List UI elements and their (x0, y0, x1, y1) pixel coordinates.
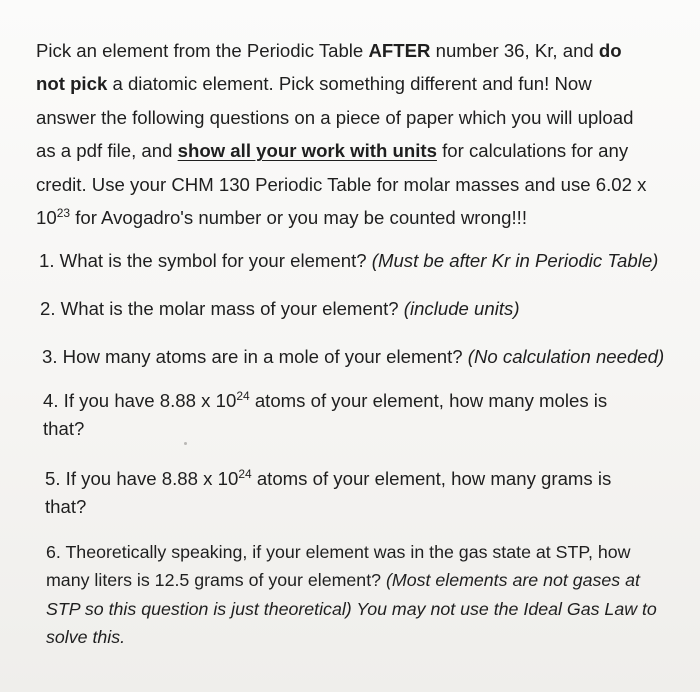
question-hint: (Must be after Kr in Periodic Table) (371, 250, 659, 271)
instructions-text: answer the following questions on a piece of paper which you will upload (36, 106, 634, 128)
instructions-text: credit. Use your CHM 130 Periodic Table for molar masses and use 6.02 x (36, 173, 647, 195)
instructions-emphasis: do (598, 40, 622, 61)
question-text: 6. Theoretically speaking, if your element was in the gas state at STP, how (46, 542, 631, 562)
question-text: 4. If you have 8.88 x 10 (43, 390, 237, 411)
instructions-text: as a pdf file, and (36, 140, 178, 162)
instructions-line-5 (36, 168, 700, 201)
instructions-emphasis: AFTER (368, 40, 431, 61)
paper-speck (184, 442, 187, 445)
question-6 (46, 538, 657, 652)
exponent: 24 (236, 389, 250, 403)
instructions-line-2 (36, 67, 700, 100)
question-hint: (include units) (403, 298, 520, 319)
question-text: that? (45, 496, 87, 517)
question-1 (39, 247, 658, 275)
instructions-text: Pick an element from the Periodic Table (36, 40, 369, 61)
instructions-text: a diatomic element. Pick something different and fun! Now (107, 73, 592, 95)
exponent: 24 (238, 467, 252, 481)
question-4 (43, 387, 607, 443)
question-text: atoms of your element, how many grams is (251, 468, 612, 489)
instructions-paragraph (36, 34, 700, 234)
question-text: 1. What is the symbol for your element? (39, 250, 372, 271)
question-2 (40, 295, 520, 323)
question-hint: STP so this question is just theoretical) You may not use the Ideal Gas Law to (46, 598, 657, 619)
instructions-line-4 (36, 134, 700, 167)
question-text: that? (43, 418, 85, 439)
instructions-line-3 (36, 101, 700, 134)
question-hint: solve this. (46, 627, 126, 648)
question-text: atoms of your element, how many moles is (249, 390, 608, 411)
instructions-text: for Avogadro's number or you may be counted wrong!!! (70, 206, 527, 228)
question-text: many liters is 12.5 grams of your element? (46, 570, 386, 591)
instructions-text: number 36, Kr, and (430, 40, 599, 61)
instructions-emphasis: not pick (36, 73, 108, 95)
question-text: 2. What is the molar mass of your element? (40, 298, 404, 319)
question-hint: (No calculation needed) (467, 346, 665, 367)
question-hint: (Most elements are not gases at (385, 570, 640, 591)
question-3 (42, 343, 664, 371)
instructions-line-1 (36, 34, 700, 67)
question-text: 5. If you have 8.88 x 10 (45, 468, 239, 489)
instructions-underlined-emphasis: show all your work with units (177, 140, 437, 162)
exponent: 23 (56, 205, 71, 220)
instructions-line-6 (36, 201, 700, 234)
instructions-text: for calculations for any (436, 140, 629, 162)
question-text: 3. How many atoms are in a mole of your element? (42, 346, 468, 367)
instructions-text: 10 (36, 206, 57, 228)
question-5 (45, 465, 611, 521)
